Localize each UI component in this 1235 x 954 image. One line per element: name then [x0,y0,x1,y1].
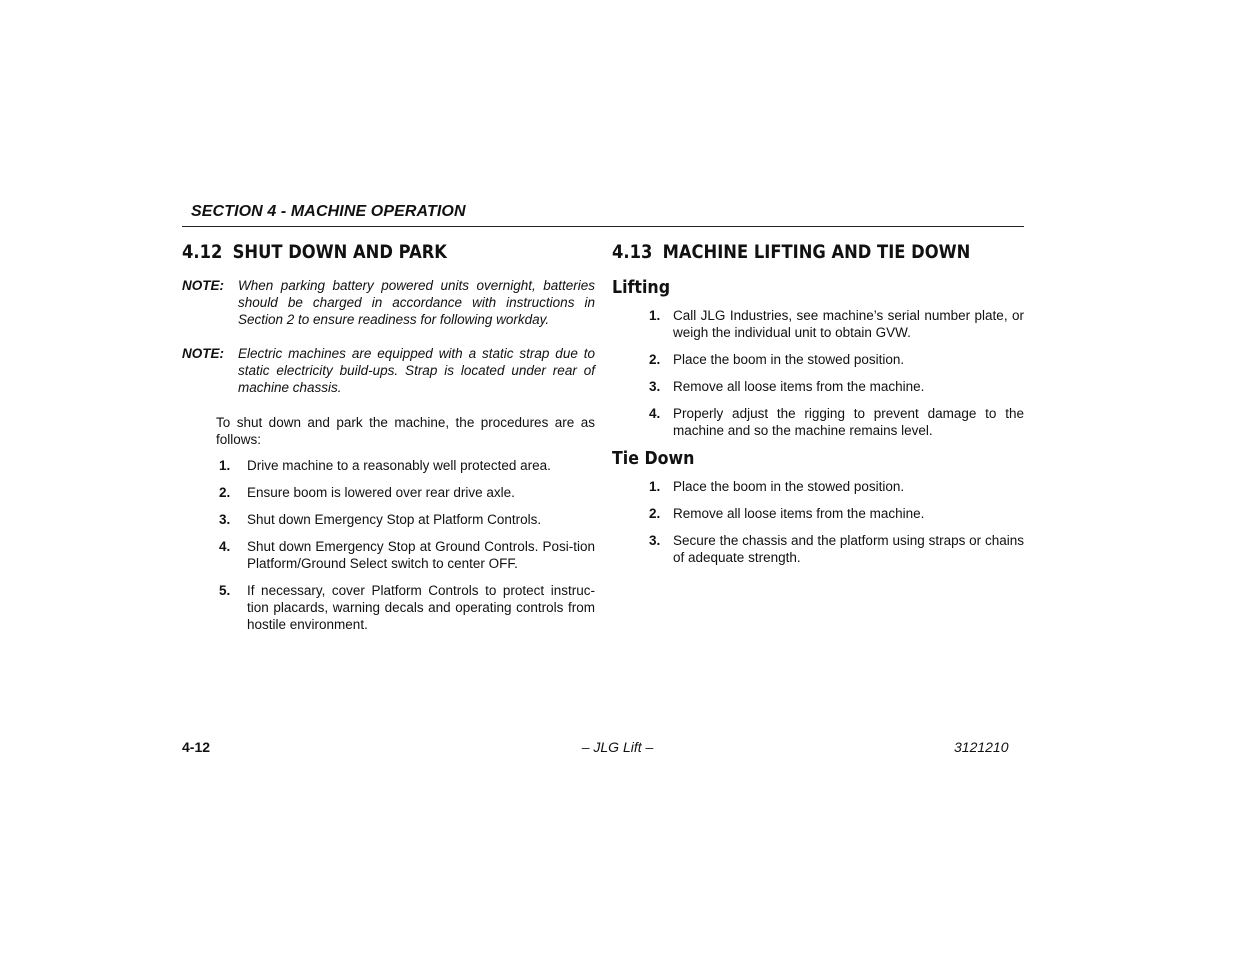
list-item [182,582,595,633]
step-number: 3. [649,379,661,394]
lifting-steps [612,307,1024,439]
note-label: NOTE: [182,278,224,293]
step-number: 3. [219,512,231,527]
list-item [182,484,595,501]
heading-title: SHUT DOWN AND PARK [232,241,447,263]
note-text: When parking battery powered units overnight, batteries should be charged in accordance with instructions in Section 2 to ensure readiness for following workday. [238,278,595,327]
step-text: Place the boom in the stowed position. [673,352,905,367]
step-number: 1. [649,308,661,323]
shutdown-steps [182,457,595,633]
list-item [612,532,1024,566]
intro-paragraph: To shut down and park the machine, the procedures are as follows: [216,415,595,447]
list-item [612,378,1024,395]
heading-number: 4.12 [182,241,223,263]
note-static-strap [182,345,595,396]
step-text: Drive machine to a reasonably well protected area. [247,458,551,473]
section-header: SECTION 4 - MACHINE OPERATION [191,203,466,220]
step-text: Shut down Emergency Stop at Ground Controls. Posi-tion Platform/Ground Select switch to center OFF. [247,539,595,571]
subheading-tie-down: Tie Down [612,448,695,469]
step-text: Place the boom in the stowed position. [673,479,905,494]
footer-title: – JLG Lift – [581,739,654,755]
subheading-lifting: Lifting [612,277,671,298]
step-text: Shut down Emergency Stop at Platform Controls. [247,512,542,527]
list-item [612,405,1024,439]
heading-title: MACHINE LIFTING AND TIE DOWN [662,241,971,263]
document-number: 3121210 [954,739,1009,755]
heading-4-13 [612,240,971,264]
note-battery [182,277,595,328]
header-rule [182,226,1024,227]
list-item [612,351,1024,368]
step-number: 2. [219,485,231,500]
step-number: 4. [219,539,231,554]
right-column [612,240,1024,576]
step-text: Properly adjust the rigging to prevent damage to the machine and so the machine remains level. [673,406,1024,438]
page-number: 4-12 [182,739,211,755]
step-text: Call JLG Industries, see machine’s serial number plate, or weigh the individual unit to obtain GVW. [673,308,1024,340]
list-item [612,478,1024,495]
step-text: Secure the chassis and the platform using straps or chains of adequate strength. [673,533,1024,565]
step-text: Remove all loose items from the machine. [673,379,925,394]
step-number: 2. [649,506,661,521]
note-text: Electric machines are equipped with a static strap due to static electricity build-ups. Strap is located under rear of machine chassis. [238,346,595,395]
left-column [182,240,595,643]
heading-number: 4.13 [612,241,653,263]
step-number: 3. [649,533,661,548]
list-item [612,307,1024,341]
step-text: Ensure boom is lowered over rear drive axle. [247,485,515,500]
step-text: Remove all loose items from the machine. [673,506,925,521]
list-item [612,505,1024,522]
step-number: 4. [649,406,661,421]
list-item [182,538,595,572]
note-label: NOTE: [182,346,224,361]
list-item [182,457,595,474]
list-item [182,511,595,528]
step-number: 1. [649,479,661,494]
heading-4-12 [182,240,537,264]
tie-down-steps [612,478,1024,566]
step-number: 5. [219,583,231,598]
step-text: If necessary, cover Platform Controls to protect instruc-tion placards, warning decals and operating controls from hostile environment. [247,583,595,632]
step-number: 2. [649,352,661,367]
step-number: 1. [219,458,231,473]
